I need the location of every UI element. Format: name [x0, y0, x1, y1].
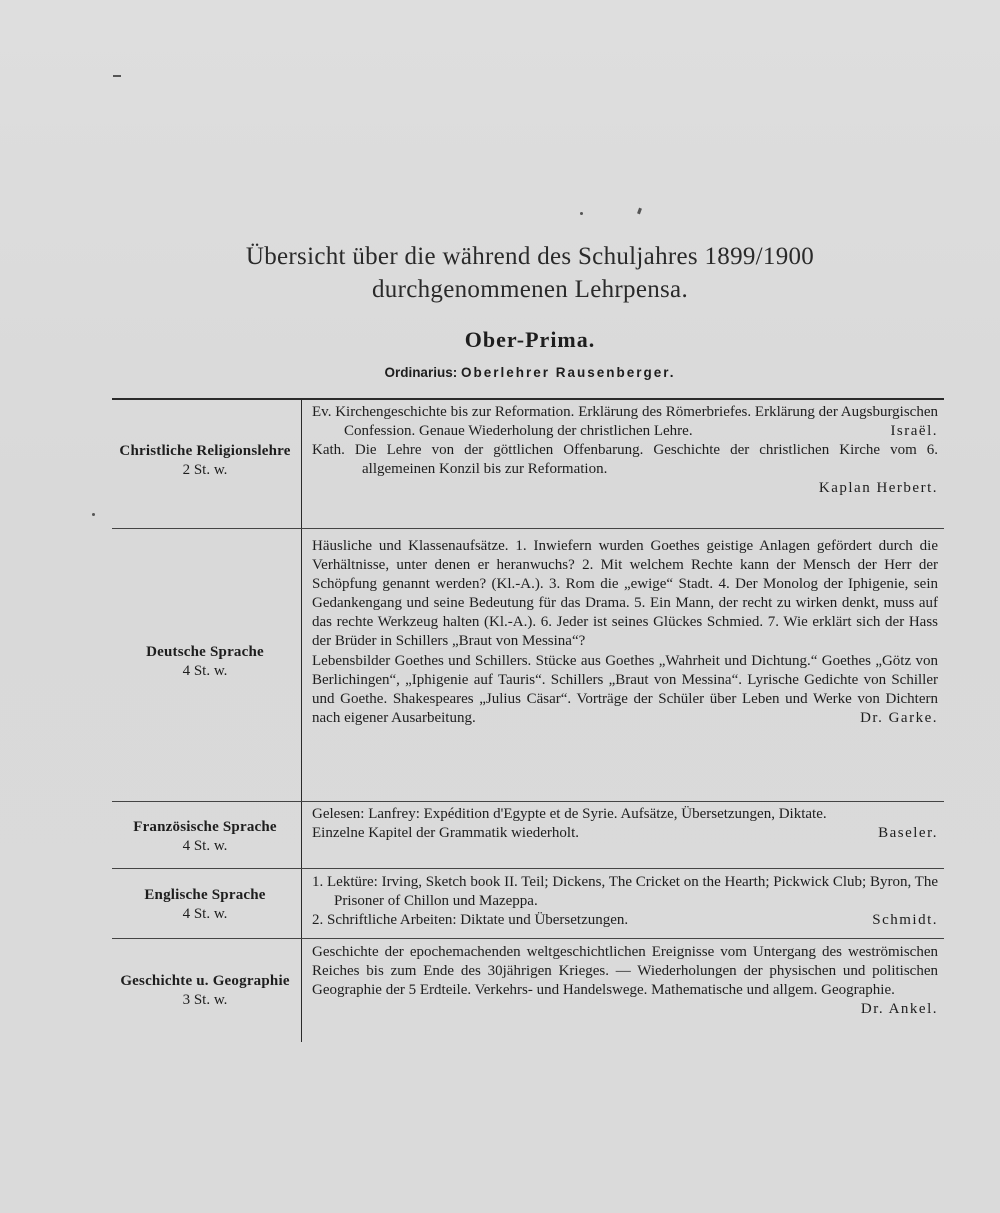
row-divider: [112, 868, 944, 869]
content-cell-deutsch: [312, 537, 938, 728]
englisch-reading-text: 1. Lektüre: Irving, Sketch book II. Teil; Dickens, The Cricket on the Hearth; Pickwick Club; Byron, The Prisoner of Chillon und Mazeppa.: [312, 874, 938, 910]
scan-speck: [580, 212, 583, 215]
subject-cell-geschichte: [112, 972, 298, 1010]
deutsch-reading-body: Lebensbilder Goethes und Schillers. Stücke aus Goethes „Wahrheit und Dichtung.“ Goethes „Götz von Berlichingen“, „Iphigenie auf Tauris“. Schillers „Braut von Messina“. Lyrische Gedichte von Schiller und Goethe. Shakespeares „Julius Cäsar“. Vorträge der Schüler über Leben und Werke von Dichtern nach eigener Ausarbeitung.: [312, 652, 938, 726]
table-column-divider: [301, 398, 302, 1042]
franzoesisch-grammar-text: [312, 824, 938, 843]
scan-speck: [113, 75, 121, 77]
ordinarius-name: Oberlehrer Rausenberger.: [460, 365, 676, 380]
content-cell-religion: [312, 403, 938, 498]
subject-cell-franzoesisch: [112, 818, 298, 856]
englisch-teacher: Schmidt.: [872, 912, 938, 929]
curriculum-table: [112, 398, 944, 1046]
row-divider: [112, 938, 944, 939]
subject-hours: 4 St. w.: [182, 663, 228, 679]
subject-hours: 2 St. w.: [182, 462, 228, 478]
geschichte-teacher: Dr. Ankel.: [860, 1001, 938, 1018]
religion-ev-text: [312, 403, 938, 441]
religion-kath-text: Kath. Die Lehre von der göttlichen Offenbarung. Geschichte der christlichen Kirche vom 6. allgemeinen Konzil bis zur Reformation.: [312, 442, 938, 478]
englisch-written-text: [312, 911, 938, 930]
ordinarius-label: Ordinarius:: [384, 365, 458, 380]
subject-name: Christliche Religionslehre: [119, 443, 291, 459]
deutsch-teacher: Dr. Garke.: [860, 709, 938, 726]
religion-ev-teacher: Israël.: [890, 423, 938, 440]
document-title-line-2: durchgenommenen Lehrpensa.: [371, 276, 688, 303]
subject-hours: 4 St. w.: [182, 838, 228, 854]
content-cell-franzoesisch: [312, 805, 938, 843]
englisch-written-body: 2. Schriftliche Arbeiten: Diktate und Übersetzungen.: [312, 912, 629, 929]
subject-name: Geschichte u. Geographie: [120, 973, 290, 989]
scan-speck: [92, 513, 95, 516]
subject-cell-deutsch: [112, 643, 298, 681]
subject-cell-englisch: [112, 886, 298, 924]
content-cell-englisch: [312, 873, 938, 930]
subject-hours: 3 St. w.: [182, 992, 228, 1008]
franzoesisch-grammar-body: Einzelne Kapitel der Grammatik wiederholt.: [312, 825, 579, 842]
subject-name: Englische Sprache: [144, 887, 266, 903]
subject-hours: 4 St. w.: [182, 906, 228, 922]
subject-name: Französische Sprache: [133, 819, 277, 835]
content-cell-geschichte: [312, 943, 938, 1019]
geschichte-text: Geschichte der epochemachenden weltgeschichtlichen Ereignisse vom Untergang des weströmischen Reiches bis zum Ende des 30jährigen Krieges. — Wiederholungen der physischen und politischen Geographie der 5 Erdteile. Verkehrs- und Handelswege. Mathematische und allgem. Geographie.: [312, 944, 938, 999]
table-top-rule: [112, 398, 944, 400]
row-divider: [112, 801, 944, 802]
document-title-line-1: Übersicht über die während des Schuljahres 1899/1900: [245, 243, 815, 270]
deutsch-essays-text: Häusliche und Klassenaufsätze. 1. Inwiefern wurden Goethes geistige Anlagen gefördert durch die Verhältnisse, unter denen er heranwuchs? 2. Mit welchem Rechte kann der Mensch der Herr der Schöpfung genannt werden? (Kl.-A.). 3. Rom die „ewige“ Stadt. 4. Der Monolog der Iphigenie, sein Gedankengang und seine Bedeutung für das Drama. 5. Ein Mann, der recht zu wirken denkt, muss auf das rechte Werkzeug halten (Kl.-A.). 6. Jeder ist seines Glückes Schmied. 7. Wie erklärt sich der Hass der Brüder in Schillers „Braut von Messina“?: [312, 538, 938, 650]
subject-cell-religion: [112, 442, 298, 480]
religion-ev-body: Ev. Kirchengeschichte bis zur Reformation. Erklärung des Römerbriefes. Erklärung der Augsburgischen Confession. Genaue Wiederholung der christlichen Lehre.: [312, 404, 938, 440]
class-heading: Ober-Prima.: [464, 327, 596, 352]
row-divider: [112, 528, 944, 529]
scan-speck: [637, 208, 642, 215]
subject-name: Deutsche Sprache: [146, 644, 264, 660]
franzoesisch-reading-text: Gelesen: Lanfrey: Expédition d'Egypte et de Syrie. Aufsätze, Übersetzungen, Diktate.: [312, 806, 827, 822]
franzoesisch-teacher: Baseler.: [878, 825, 938, 842]
religion-kath-teacher: Kaplan Herbert.: [818, 480, 938, 497]
ordinarius-line: [300, 365, 760, 380]
deutsch-reading-text: [312, 652, 938, 728]
